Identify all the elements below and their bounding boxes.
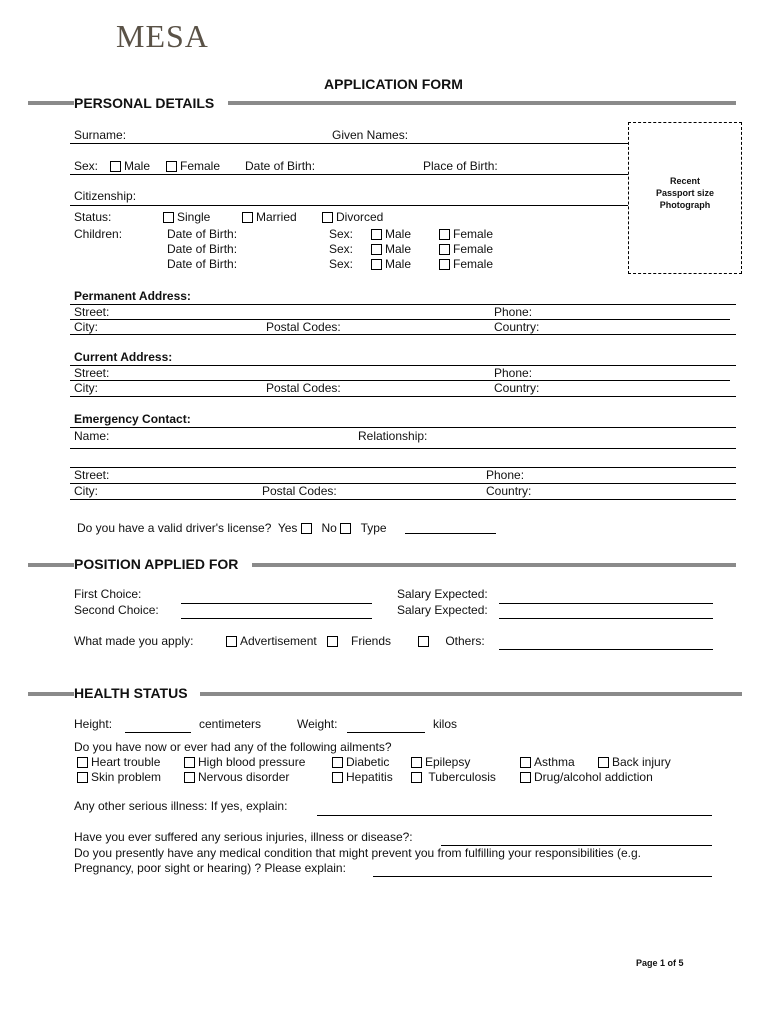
friends-label: Friends (351, 634, 392, 648)
section-health: HEALTH STATUS (74, 685, 188, 701)
rule (70, 304, 736, 305)
perm-city-field[interactable] (70, 334, 736, 335)
ailment-drug-alcohol[interactable] (520, 770, 653, 784)
height-field[interactable] (125, 732, 191, 733)
section-rule (200, 692, 742, 696)
advertisement-checkbox[interactable] (226, 636, 237, 647)
surname-label: Surname: (74, 128, 127, 142)
curr-street-field[interactable] (70, 380, 730, 381)
perm-city-label: City: (74, 320, 98, 334)
license-question-text: Do you have a valid driver's license? (77, 521, 272, 535)
photo-caption (629, 175, 741, 211)
curr-street-label: Street: (74, 366, 110, 380)
citizenship-label: Citizenship: (74, 189, 137, 203)
divorced-checkbox[interactable] (322, 212, 333, 223)
page-number: Page 1 of 5 (636, 958, 684, 968)
company-logo: MESA (116, 18, 209, 54)
child-male-label: Male (385, 227, 412, 241)
divorced-label: Divorced (336, 210, 384, 224)
photo-caption-line: Passport size (655, 188, 715, 198)
section-rule (28, 563, 74, 567)
emerg-postal-label: Postal Codes: (262, 484, 337, 498)
divorced-option[interactable] (322, 210, 383, 224)
section-rule (228, 101, 736, 105)
permanent-address-heading: Permanent Address: (74, 289, 191, 303)
other-illness-label: Any other serious illness: If yes, explain: (74, 799, 288, 813)
child-female-label: Female (453, 227, 494, 241)
weight-label: Weight: (297, 717, 338, 731)
child-1-male-checkbox[interactable] (371, 229, 382, 240)
curr-phone-label: Phone: (494, 366, 533, 380)
salary-2-field[interactable] (499, 618, 713, 619)
single-option[interactable] (163, 210, 210, 224)
section-rule (28, 101, 74, 105)
child-2-female-checkbox[interactable] (439, 244, 450, 255)
child-male-label: Male (385, 257, 412, 271)
curr-country-label: Country: (494, 381, 540, 395)
given-names-label: Given Names: (332, 128, 409, 142)
ailment-checkbox[interactable] (184, 772, 195, 783)
kilos-label: kilos (433, 717, 458, 731)
ailment-checkbox[interactable] (332, 772, 343, 783)
ailment-label: Asthma (534, 755, 575, 769)
surname-field[interactable] (70, 143, 628, 144)
ailment-diabetic[interactable] (332, 755, 389, 769)
advertisement-label: Advertisement (240, 634, 317, 648)
apply-question: What made you apply: (74, 634, 194, 648)
child-2-male-checkbox[interactable] (371, 244, 382, 255)
photo-caption-line: Recent (669, 176, 700, 186)
license-type-field[interactable] (405, 533, 496, 534)
married-option[interactable] (242, 210, 297, 224)
second-choice-field[interactable] (181, 618, 372, 619)
emerg-street-label: Street: (74, 468, 110, 482)
child-3-female-checkbox[interactable] (439, 259, 450, 270)
perm-country-label: Country: (494, 320, 540, 334)
ailment-label: Skin problem (91, 770, 162, 784)
current-address-heading: Current Address: (74, 350, 173, 364)
ailment-checkbox[interactable] (411, 757, 422, 768)
friends-option[interactable] (327, 634, 391, 648)
others-option[interactable] (418, 634, 485, 648)
ailment-asthma[interactable] (520, 755, 575, 769)
ailments-question: Do you have now or ever had any of the following ailments? (74, 740, 392, 754)
ailment-label: Nervous disorder (198, 770, 290, 784)
rule (70, 467, 736, 468)
perm-street-label: Street: (74, 305, 110, 319)
ailment-checkbox[interactable] (77, 757, 88, 768)
sex-row (74, 159, 98, 173)
child-3-female[interactable] (439, 257, 493, 271)
child-1-dob-label: Date of Birth: (167, 227, 238, 241)
perm-street-field[interactable] (70, 319, 730, 320)
ailment-checkbox[interactable] (520, 772, 531, 783)
child-female-label: Female (453, 242, 494, 256)
child-1-female-checkbox[interactable] (439, 229, 450, 240)
male-label: Male (124, 159, 151, 173)
ailment-checkbox[interactable] (598, 757, 609, 768)
salary-1-field[interactable] (499, 603, 713, 604)
salary-2-label: Salary Expected: (397, 603, 488, 617)
ailment-heart-trouble[interactable] (77, 755, 160, 769)
ailment-label: Tuberculosis (428, 770, 496, 784)
child-3-dob-label: Date of Birth: (167, 257, 238, 271)
emerg-city-field[interactable] (70, 499, 736, 500)
emerg-city-label: City: (74, 484, 98, 498)
perm-postal-label: Postal Codes: (266, 320, 341, 334)
child-3-sex-label: Sex: (329, 257, 354, 271)
injuries-question: Have you ever suffered any serious injuries, illness or disease?: (74, 830, 413, 844)
ailment-high-blood-pressure[interactable] (184, 755, 305, 769)
license-question (77, 521, 387, 535)
ailment-label: Heart trouble (91, 755, 161, 769)
female-option[interactable] (166, 159, 220, 173)
emergency-contact-heading: Emergency Contact: (74, 412, 191, 426)
child-2-dob-label: Date of Birth: (167, 242, 238, 256)
dob-label: Date of Birth: (245, 159, 316, 173)
male-option[interactable] (110, 159, 150, 173)
sex-dob-field[interactable] (70, 174, 628, 175)
ailment-hepatitis[interactable] (332, 770, 393, 784)
advertisement-option[interactable] (226, 634, 317, 648)
pob-label: Place of Birth: (423, 159, 498, 173)
weight-field[interactable] (347, 732, 425, 733)
married-checkbox[interactable] (242, 212, 253, 223)
license-no-checkbox[interactable] (340, 523, 351, 534)
first-choice-label: First Choice: (74, 587, 142, 601)
female-label: Female (180, 159, 221, 173)
child-2-male[interactable] (371, 242, 411, 256)
salary-1-label: Salary Expected: (397, 587, 488, 601)
citizenship-field[interactable] (70, 205, 628, 206)
friends-checkbox[interactable] (327, 636, 338, 647)
section-rule (252, 563, 736, 567)
status-label: Status: (74, 210, 112, 224)
ailment-nervous-disorder[interactable] (184, 770, 289, 784)
rule (70, 365, 736, 366)
child-1-male[interactable] (371, 227, 411, 241)
curr-postal-label: Postal Codes: (266, 381, 341, 395)
height-label: Height: (74, 717, 113, 731)
rule (70, 427, 736, 428)
perm-phone-label: Phone: (494, 305, 533, 319)
first-choice-field[interactable] (181, 603, 372, 604)
ailment-label: High blood pressure (198, 755, 306, 769)
male-checkbox[interactable] (110, 161, 121, 172)
section-position: POSITION APPLIED FOR (74, 556, 239, 572)
others-checkbox[interactable] (418, 636, 429, 647)
child-3-male-checkbox[interactable] (371, 259, 382, 270)
ailment-checkbox[interactable] (332, 757, 343, 768)
other-illness-field[interactable] (317, 815, 712, 816)
emerg-name-field[interactable] (70, 448, 736, 449)
ailment-label: Back injury (612, 755, 671, 769)
female-checkbox[interactable] (166, 161, 177, 172)
cm-label: centimeters (199, 717, 262, 731)
ailment-label: Drug/alcohol addiction (534, 770, 653, 784)
ailment-label: Diabetic (346, 755, 390, 769)
section-personal-details: PERSONAL DETAILS (74, 95, 215, 111)
ailment-checkbox[interactable] (520, 757, 531, 768)
license-yes-checkbox[interactable] (301, 523, 312, 534)
section-rule (28, 692, 74, 696)
condition-question-line1: Do you presently have any medical condition that might prevent you from fulfilling your responsibilities (e.g. (74, 846, 641, 860)
others-label: Others: (445, 634, 485, 648)
single-label: Single (177, 210, 211, 224)
curr-city-label: City: (74, 381, 98, 395)
ailment-epilepsy[interactable] (411, 755, 470, 769)
emerg-name-label: Name: (74, 429, 110, 443)
ailment-checkbox[interactable] (411, 772, 422, 783)
second-choice-label: Second Choice: (74, 603, 159, 617)
child-1-sex-label: Sex: (329, 227, 354, 241)
child-2-sex-label: Sex: (329, 242, 354, 256)
emerg-relationship-label: Relationship: (358, 429, 428, 443)
emerg-country-label: Country: (486, 484, 532, 498)
child-female-label: Female (453, 257, 494, 271)
emerg-phone-label: Phone: (486, 468, 525, 482)
ailment-tuberculosis[interactable] (411, 770, 496, 784)
ailment-label: Hepatitis (346, 770, 393, 784)
child-1-female[interactable] (439, 227, 493, 241)
license-yes-label: Yes (277, 521, 298, 535)
condition-question-line2: Pregnancy, poor sight or hearing) ? Please explain: (74, 861, 346, 875)
ailment-label: Epilepsy (425, 755, 471, 769)
sex-label: Sex: (74, 159, 99, 173)
child-2-female[interactable] (439, 242, 493, 256)
single-checkbox[interactable] (163, 212, 174, 223)
children-label: Children: (74, 227, 123, 241)
curr-city-field[interactable] (70, 396, 736, 397)
child-male-label: Male (385, 242, 412, 256)
child-3-male[interactable] (371, 257, 411, 271)
married-label: Married (256, 210, 297, 224)
license-no-label: No (321, 521, 337, 535)
ailment-skin-problem[interactable] (77, 770, 161, 784)
ailment-checkbox[interactable] (184, 757, 195, 768)
photo-caption-line: Photograph (659, 200, 711, 210)
condition-field[interactable] (373, 876, 712, 877)
ailment-checkbox[interactable] (77, 772, 88, 783)
form-title: APPLICATION FORM (324, 76, 463, 92)
others-field[interactable] (499, 649, 713, 650)
emerg-street-field[interactable] (70, 483, 736, 484)
license-type-label: Type (360, 521, 387, 535)
ailment-back-injury[interactable] (598, 755, 671, 769)
